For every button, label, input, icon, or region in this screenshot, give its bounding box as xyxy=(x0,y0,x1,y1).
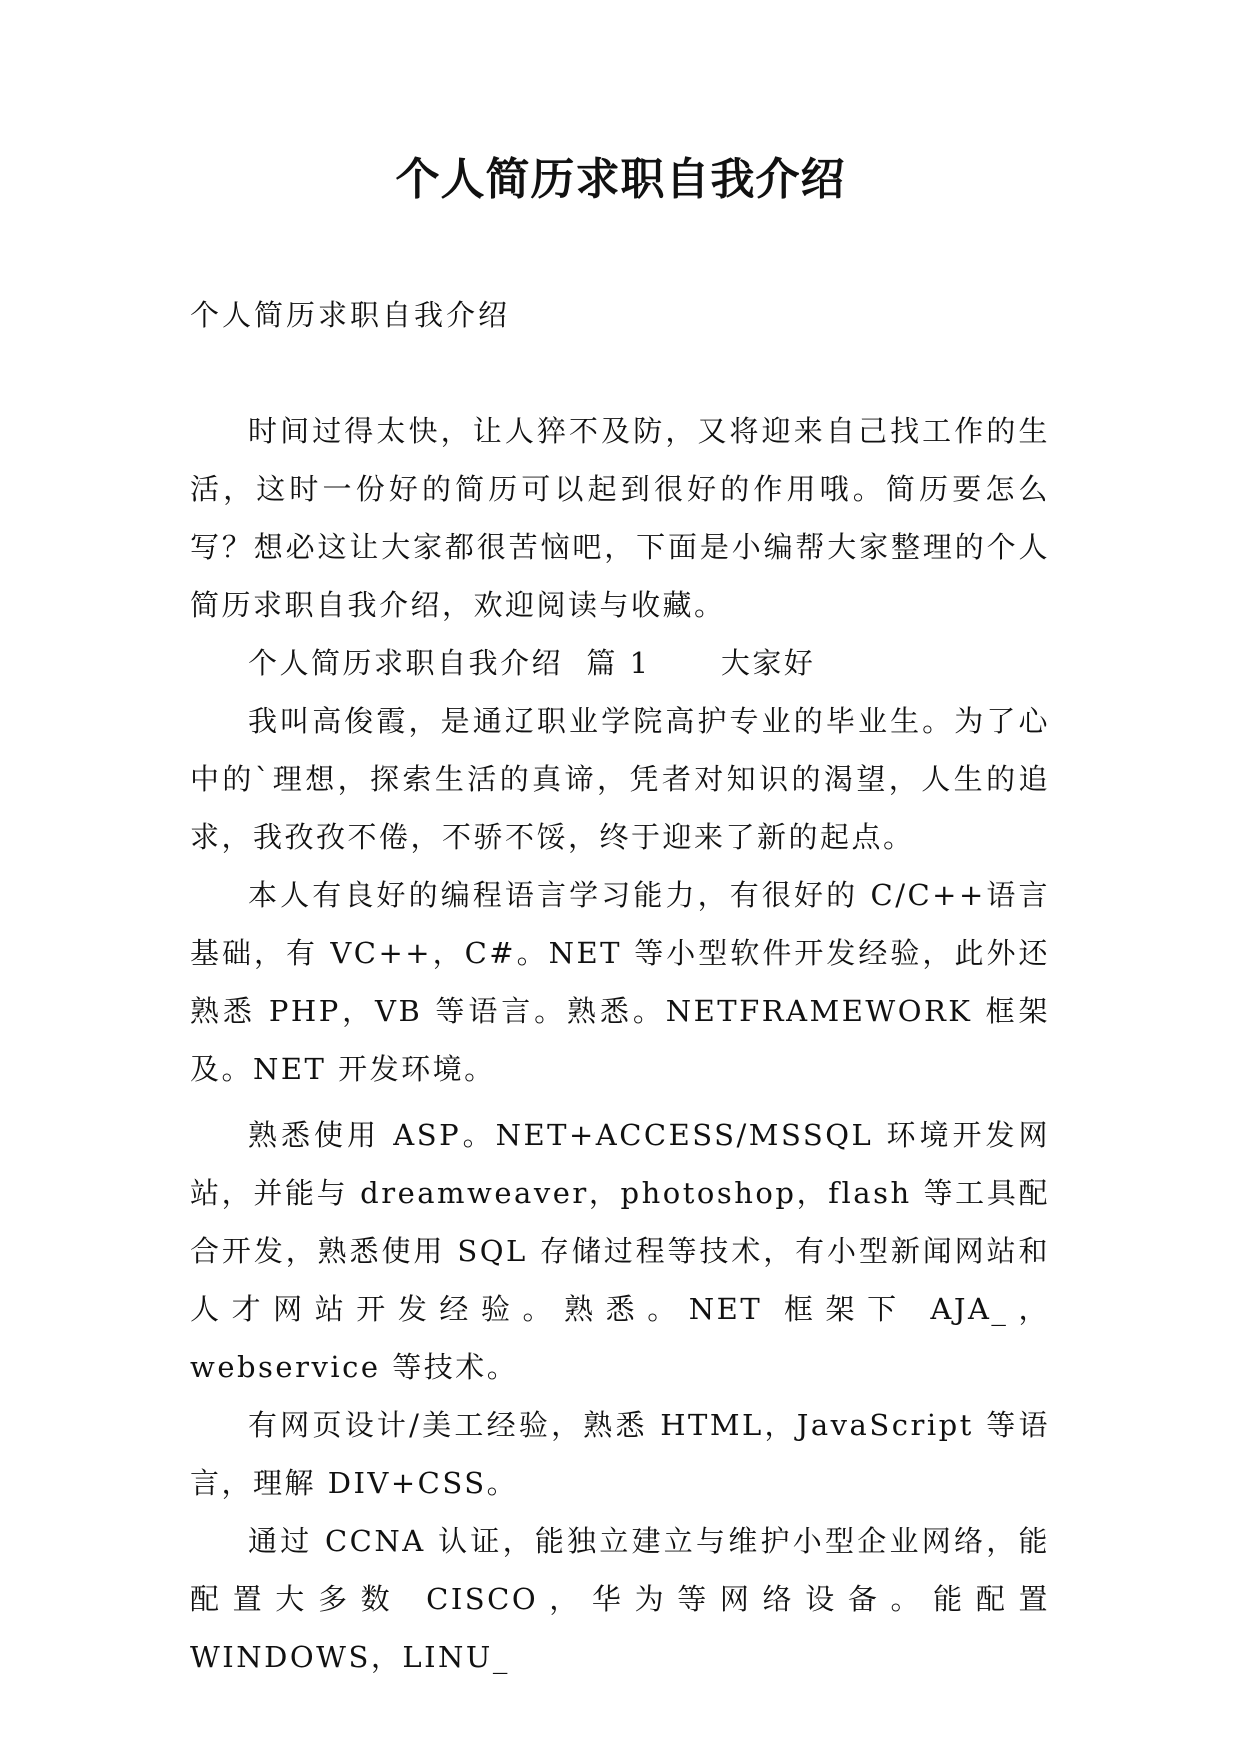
paragraph-programming-skills: 本人有良好的编程语言学习能力，有很好的 C/C++语言基础，有 VC++，C#。NET 等小型软件开发经验，此外还熟悉 PHP，VB 等语言。熟悉。NETFRAMEWORK 框架及。NET 开发环境。 xyxy=(190,878,1050,1086)
paragraph-web-dev-skills: 熟悉使用 ASP。NET+ACCESS/MSSQL 环境开发网站，并能与 dreamweaver，photoshop，flash 等工具配合开发，熟悉使用 SQL 存储过程等技术，有小型新闻网站和人才网站开发经验。熟悉。NET 框架下 AJA_，webservice 等技术。 xyxy=(190,1118,1050,1384)
document-subtitle: 个人简历求职自我介绍 xyxy=(190,298,511,332)
paragraph-network-skills: 通过 CCNA 认证，能独立建立与维护小型企业网络，能配置大多数 CISCO，华为等网络设备。能配置 WINDOWS，LINU_ xyxy=(190,1524,1050,1674)
document-body xyxy=(190,402,1050,1686)
paragraph-intro: 时间过得太快，让人猝不及防，又将迎来自己找工作的生活，这时一份好的简历可以起到很好的作用哦。简历要怎么写？想必这让大家都很苦恼吧，下面是小编帮大家整理的个人简历求职自我介绍，欢迎阅读与收藏。 xyxy=(190,414,1050,622)
document-title: 个人简历求职自我介绍 xyxy=(395,154,846,205)
paragraph-self-intro: 我叫高俊霞，是通辽职业学院高护专业的毕业生。为了心中的`理想，探索生活的真谛，凭者对知识的渴望，人生的追求，我孜孜不倦，不骄不馁，终于迎来了新的起点。 xyxy=(190,704,1050,854)
paragraph-section-heading: 个人简历求职自我介绍 篇 1 大家好 xyxy=(248,646,816,680)
paragraph-design-skills: 有网页设计/美工经验，熟悉 HTML，JavaScript 等语言，理解 DIV+CSS。 xyxy=(190,1408,1050,1500)
